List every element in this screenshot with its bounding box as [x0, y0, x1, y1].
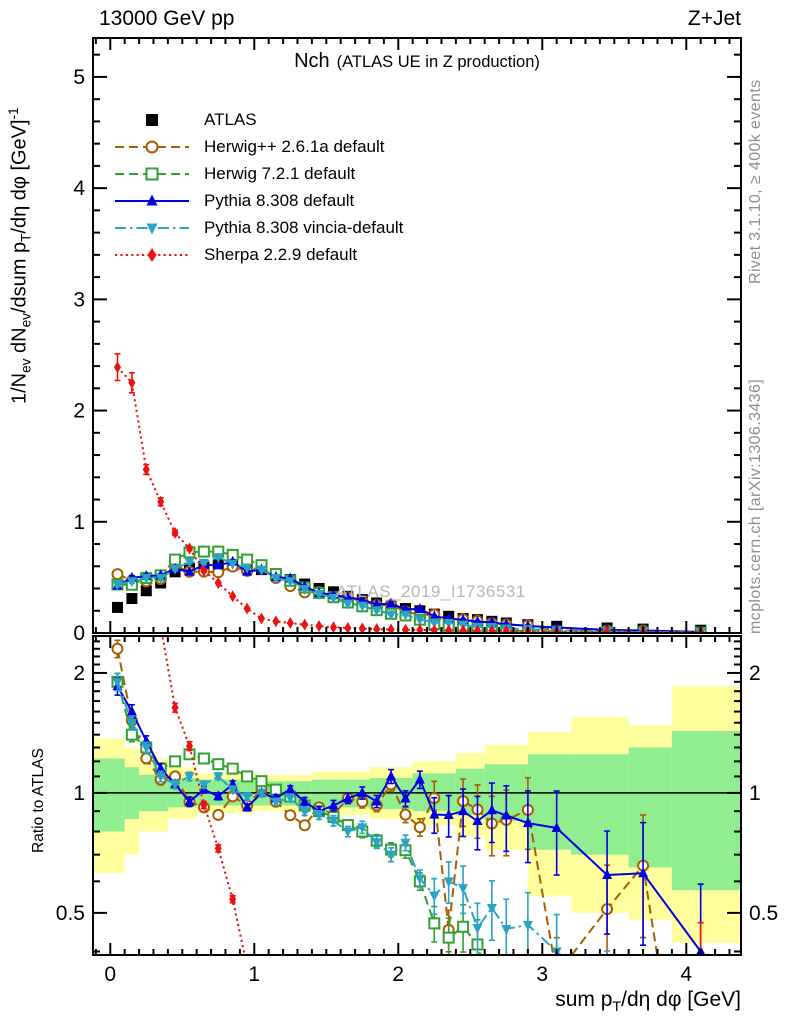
process-label: Z+Jet: [687, 7, 741, 30]
legend-label: ATLAS: [204, 109, 257, 129]
series-ratio-5: [114, 379, 704, 1024]
x-axis-title: sum $p_T/d\eta$ dφ [GeV]: [555, 988, 741, 1016]
svg-text:3: 3: [536, 963, 549, 986]
legend-item-herwig7: [112, 160, 403, 187]
legend-label: Pythia 8.308 default: [204, 190, 355, 210]
legend: [112, 106, 403, 268]
chart-subtitle: (ATLAS UE in Z production): [336, 53, 540, 71]
legend-label: Sherpa 2.2.9 default: [204, 244, 358, 264]
ratio-panel-series: [112, 379, 705, 1024]
svg-text:1: 1: [73, 781, 85, 805]
legend-marker-atlas: [112, 109, 192, 131]
y-axis-title-main: $1/N_{ev}$ $dN_{ev}$/dsum $p_T/d\eta$ dφ [GeV]$^{-1}$: [6, 107, 34, 404]
legend-marker-herwigpp: [112, 136, 192, 158]
legend-label: Herwig 7.2.1 default: [204, 163, 356, 183]
watermark: ATLAS_2019_I1736531: [336, 582, 526, 601]
legend-marker-pythia-default: [112, 190, 192, 212]
svg-text:5: 5: [73, 65, 85, 89]
svg-text:0: 0: [73, 622, 85, 645]
legend-item-pythia-default: [112, 187, 403, 214]
legend-item-sherpa: [112, 241, 403, 268]
legend-item-herwigpp: [112, 133, 403, 160]
svg-text:0.5: 0.5: [749, 901, 779, 925]
svg-text:2: 2: [73, 399, 85, 423]
y-axis-title-ratio: Ratio to ATLAS: [30, 748, 47, 853]
svg-text:2: 2: [749, 661, 761, 685]
chart-title-main: Nch: [294, 50, 330, 72]
svg-text:0.5: 0.5: [55, 901, 85, 925]
svg-text:1: 1: [749, 781, 761, 805]
legend-label: Herwig++ 2.6.1a default: [204, 136, 385, 156]
legend-marker-herwig7: [112, 163, 192, 185]
legend-marker-sherpa: [112, 244, 192, 266]
legend-label: Pythia 8.308 vincia-default: [204, 217, 404, 237]
svg-text:2: 2: [392, 963, 405, 986]
svg-text:1: 1: [248, 963, 261, 986]
rivet-credit: Rivet 3.1.10, ≥ 400k events: [747, 79, 764, 284]
svg-text:0: 0: [104, 963, 117, 986]
svg-text:4: 4: [680, 963, 693, 986]
mcplots-credit: mcplots.cern.ch [arXiv:1306.3436]: [747, 378, 764, 634]
svg-text:2: 2: [73, 661, 85, 685]
legend-item-pythia-vincia: [112, 214, 403, 241]
beam-energy-label: 13000 GeV pp: [99, 7, 235, 30]
svg-text:3: 3: [73, 288, 85, 312]
legend-item-atlas: [112, 106, 403, 133]
legend-marker-pythia-vincia: [112, 217, 192, 239]
chart-title: [93, 50, 741, 73]
svg-text:4: 4: [73, 177, 85, 201]
svg-text:1: 1: [73, 510, 85, 534]
